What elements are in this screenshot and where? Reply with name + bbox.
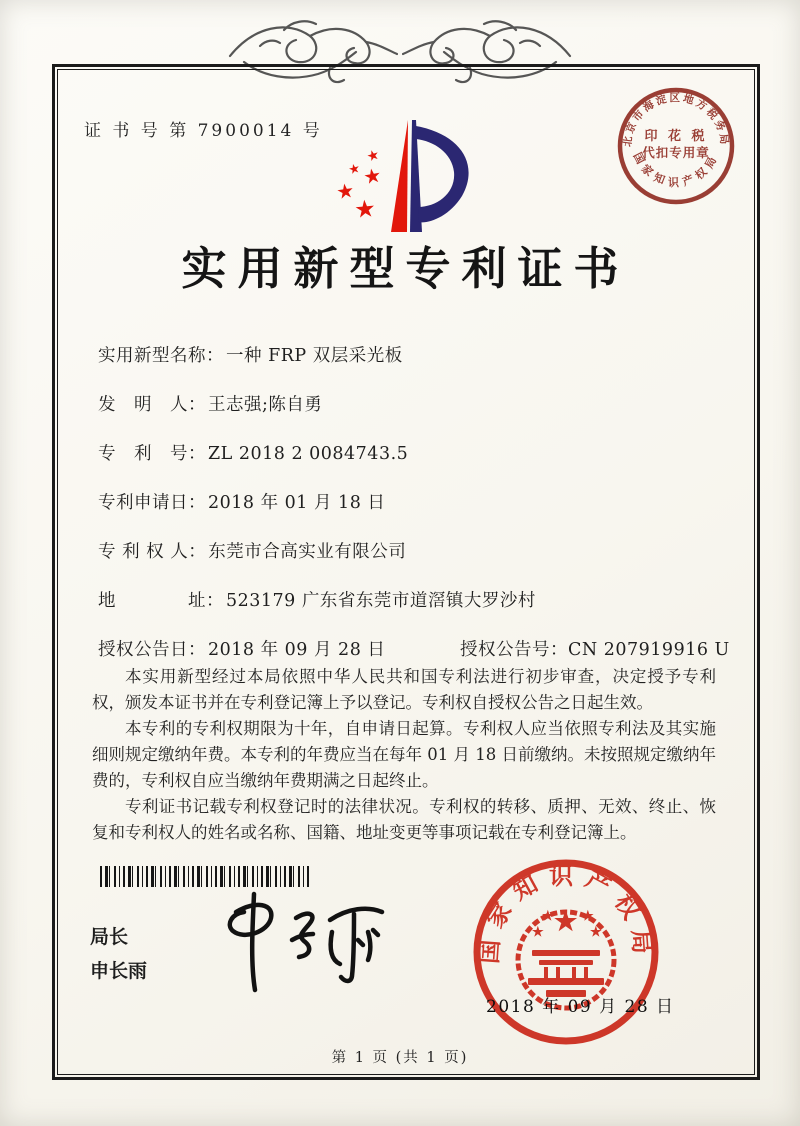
- svg-text:★: ★: [532, 925, 544, 940]
- cnipa-official-seal: [468, 854, 664, 1050]
- field-row-patent-number: [98, 440, 738, 465]
- certificate-number: 证 书 号 第 7900014 号: [84, 121, 323, 141]
- seal-arc-text: 国家知识产权局: [474, 860, 658, 965]
- svg-text:★: ★: [542, 909, 554, 924]
- svg-text:★: ★: [590, 925, 602, 940]
- field-row-utility-model-name: [98, 342, 738, 367]
- legal-paragraph: 专利证书记载专利权登记时的法律状况。专利权的转移、质押、无效、终止、恢复和专利权人的姓名或名称、国籍、地址变更等事项记载在专利登记簿上。: [92, 797, 716, 842]
- field-value: 东莞市合高实业有限公司: [208, 542, 407, 562]
- tax-seal-line2: 代扣专用章: [642, 145, 710, 160]
- field-row-address: [98, 587, 738, 612]
- field-value: 王志强;陈自勇: [208, 395, 323, 415]
- field-label: 实用新型名称：: [98, 346, 224, 366]
- field-value: 一种 FRP 双层采光板: [226, 346, 403, 366]
- svg-text:★: ★: [346, 161, 362, 179]
- svg-text:★: ★: [361, 162, 384, 190]
- field-label: 专 利 权 人：: [98, 542, 207, 562]
- field-value: 2018 年 01 月 18 日: [208, 493, 386, 513]
- field-label: 授权公告号：: [460, 640, 568, 660]
- barcode: [100, 866, 312, 887]
- field-label: 专 利 号：: [98, 444, 206, 464]
- tax-seal-arc-bottom: 国家知识产权局: [630, 150, 722, 189]
- field-label: 地 址：: [98, 591, 224, 611]
- field-row-inventors: [98, 391, 738, 416]
- field-value: CN 207919916 U: [568, 640, 730, 660]
- svg-text:★: ★: [353, 194, 377, 224]
- seal-date: 2018 年 09 月 28 日: [486, 997, 675, 1017]
- handwritten-signature-icon: [198, 888, 408, 998]
- field-row-patentee: [98, 538, 738, 563]
- signer-title: 局长: [90, 926, 129, 948]
- tax-seal-line1: 印 花 税: [644, 129, 708, 144]
- field-label: 授权公告日：: [98, 640, 206, 660]
- legal-paragraph: 本专利的专利权期限为十年，自申请日起算。专利权人应当依照专利法及其实施细则规定缴纳年费。本专利的年费应当在每年 01 月 18 日前缴纳。未按照规定缴纳年费的，专利权自应当缴纳年费期满之日起终止。: [92, 719, 716, 790]
- field-grant-publication-number: [460, 636, 730, 661]
- certificate-title: 实用新型专利证书: [181, 242, 630, 295]
- legal-paragraph: 本实用新型经过本局依照中华人民共和国专利法进行初步审查，决定授予专利权，颁发本证书并在专利登记簿上予以登记。专利权自授权公告之日起生效。: [92, 667, 716, 712]
- field-value: 523179 广东省东莞市道滘镇大罗沙村: [226, 591, 536, 611]
- field-row-grant-date: [98, 636, 738, 661]
- signer-name: 申长雨: [90, 960, 148, 982]
- svg-text:★: ★: [334, 177, 356, 205]
- signer-block: [90, 920, 147, 988]
- field-row-filing-date: [98, 489, 738, 514]
- page-number-footer: 第 1 页 (共 1 页): [331, 1050, 469, 1066]
- stamp-tax-seal: [608, 80, 744, 216]
- svg-text:★: ★: [582, 909, 594, 924]
- cnipa-patent-logo-icon: [318, 110, 486, 238]
- svg-text:★: ★: [364, 146, 382, 166]
- tax-seal-arc-top: 北京市海淀区地方税务局: [621, 92, 731, 148]
- field-label: 专利申请日：: [98, 493, 206, 513]
- svg-text:★: ★: [554, 907, 578, 937]
- field-label: 发 明 人：: [98, 395, 206, 415]
- legal-text-block: [92, 664, 716, 846]
- field-value: 2018 年 09 月 28 日: [208, 640, 386, 660]
- field-value: ZL 2018 2 0084743.5: [208, 444, 409, 464]
